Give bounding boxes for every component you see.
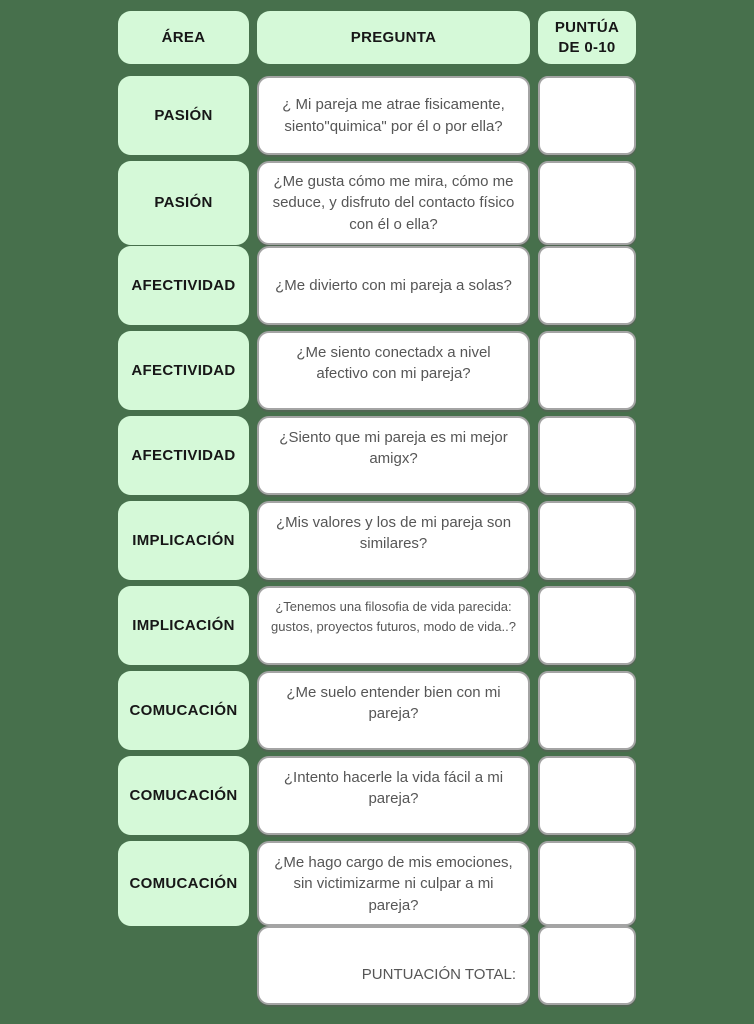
- area-cell: [118, 671, 249, 750]
- score-input-box[interactable]: [538, 501, 636, 580]
- score-input-box[interactable]: [538, 246, 636, 325]
- table-row: [118, 671, 638, 750]
- area-label: PASIÓN: [154, 107, 213, 124]
- score-table: [118, 11, 638, 1011]
- area-label: COMUCACIÓN: [129, 874, 238, 892]
- header-cell-area: ÁREA: [118, 11, 249, 64]
- area-cell: [118, 756, 249, 835]
- area-label: IMPLICACIÓN: [132, 617, 235, 634]
- question-text: ¿Me suelo entender bien con mi pareja?: [286, 684, 501, 723]
- score-input-box[interactable]: [538, 416, 636, 495]
- question-cell: [257, 76, 530, 155]
- area-cell: [118, 331, 249, 410]
- area-label: COMUCACIÓN: [129, 787, 238, 804]
- question-text: PUNTUACIÓN TOTAL:: [361, 965, 516, 983]
- question-cell: [257, 926, 530, 1005]
- question-text: ¿Tenemos una filosofia de vida parecida: gustos, proyectos futuros, modo de vida..?: [271, 599, 516, 634]
- area-cell: [118, 501, 249, 580]
- question-text: ¿Intento hacerle la vida fácil a mi pareja?: [283, 769, 504, 808]
- table-row: [118, 841, 638, 920]
- question-text: ¿ Mi pareja me atrae fisicamente, siento"quimica" por él o por ella?: [282, 96, 505, 135]
- question-cell: [257, 501, 530, 580]
- area-label: AFECTIVIDAD: [131, 277, 236, 294]
- area-label: IMPLICACIÓN: [132, 532, 235, 549]
- area-cell: [118, 76, 249, 155]
- table-row: [118, 586, 638, 665]
- score-input-box[interactable]: [538, 76, 636, 155]
- question-text: ¿Mis valores y los de mi pareja son similares?: [275, 514, 512, 553]
- score-input-box[interactable]: [538, 841, 636, 926]
- area-label: AFECTIVIDAD: [131, 447, 236, 464]
- table-row: [118, 76, 638, 155]
- question-cell: [257, 161, 530, 245]
- table-body: [118, 76, 638, 1005]
- table-row: [118, 161, 638, 240]
- table-row: [118, 246, 638, 325]
- question-text: ¿Me siento conectadx a nivel afectivo con mi pareja?: [296, 344, 491, 383]
- score-input-box[interactable]: [538, 671, 636, 750]
- table-row: [118, 926, 638, 1005]
- table-header-row: [118, 11, 638, 64]
- score-input-box[interactable]: [538, 926, 636, 1005]
- question-cell: [257, 416, 530, 495]
- header-cell-pregunta: PREGUNTA: [257, 11, 530, 64]
- area-cell: [118, 841, 249, 926]
- area-cell: [118, 246, 249, 325]
- question-text: ¿Me hago cargo de mis emociones, sin victimizarme ni culpar a mi pareja?: [274, 854, 513, 914]
- question-cell: [257, 586, 530, 665]
- question-cell: [257, 331, 530, 410]
- table-row: [118, 416, 638, 495]
- question-text: ¿Me divierto con mi pareja a solas?: [275, 276, 512, 294]
- score-input-box[interactable]: [538, 586, 636, 665]
- area-label: AFECTIVIDAD: [131, 362, 236, 379]
- header-cell-puntua: PUNTÚA DE 0-10: [538, 11, 636, 64]
- area-cell: [118, 586, 249, 665]
- question-text: ¿Siento que mi pareja es mi mejor amigx?: [279, 429, 508, 468]
- area-label: COMUCACIÓN: [129, 702, 238, 719]
- question-cell: [257, 756, 530, 835]
- question-text: ¿Me gusta cómo me mira, cómo me seduce, y disfruto del contacto físico con él o ella?: [272, 173, 515, 233]
- question-cell: [257, 246, 530, 325]
- question-cell: [257, 671, 530, 750]
- score-input-box[interactable]: [538, 756, 636, 835]
- area-label: PASIÓN: [154, 194, 213, 212]
- score-input-box[interactable]: [538, 331, 636, 410]
- area-cell: [118, 161, 249, 245]
- table-row: [118, 501, 638, 580]
- question-cell: [257, 841, 530, 926]
- score-input-box[interactable]: [538, 161, 636, 245]
- area-cell: [118, 416, 249, 495]
- table-row: [118, 756, 638, 835]
- table-row: [118, 331, 638, 410]
